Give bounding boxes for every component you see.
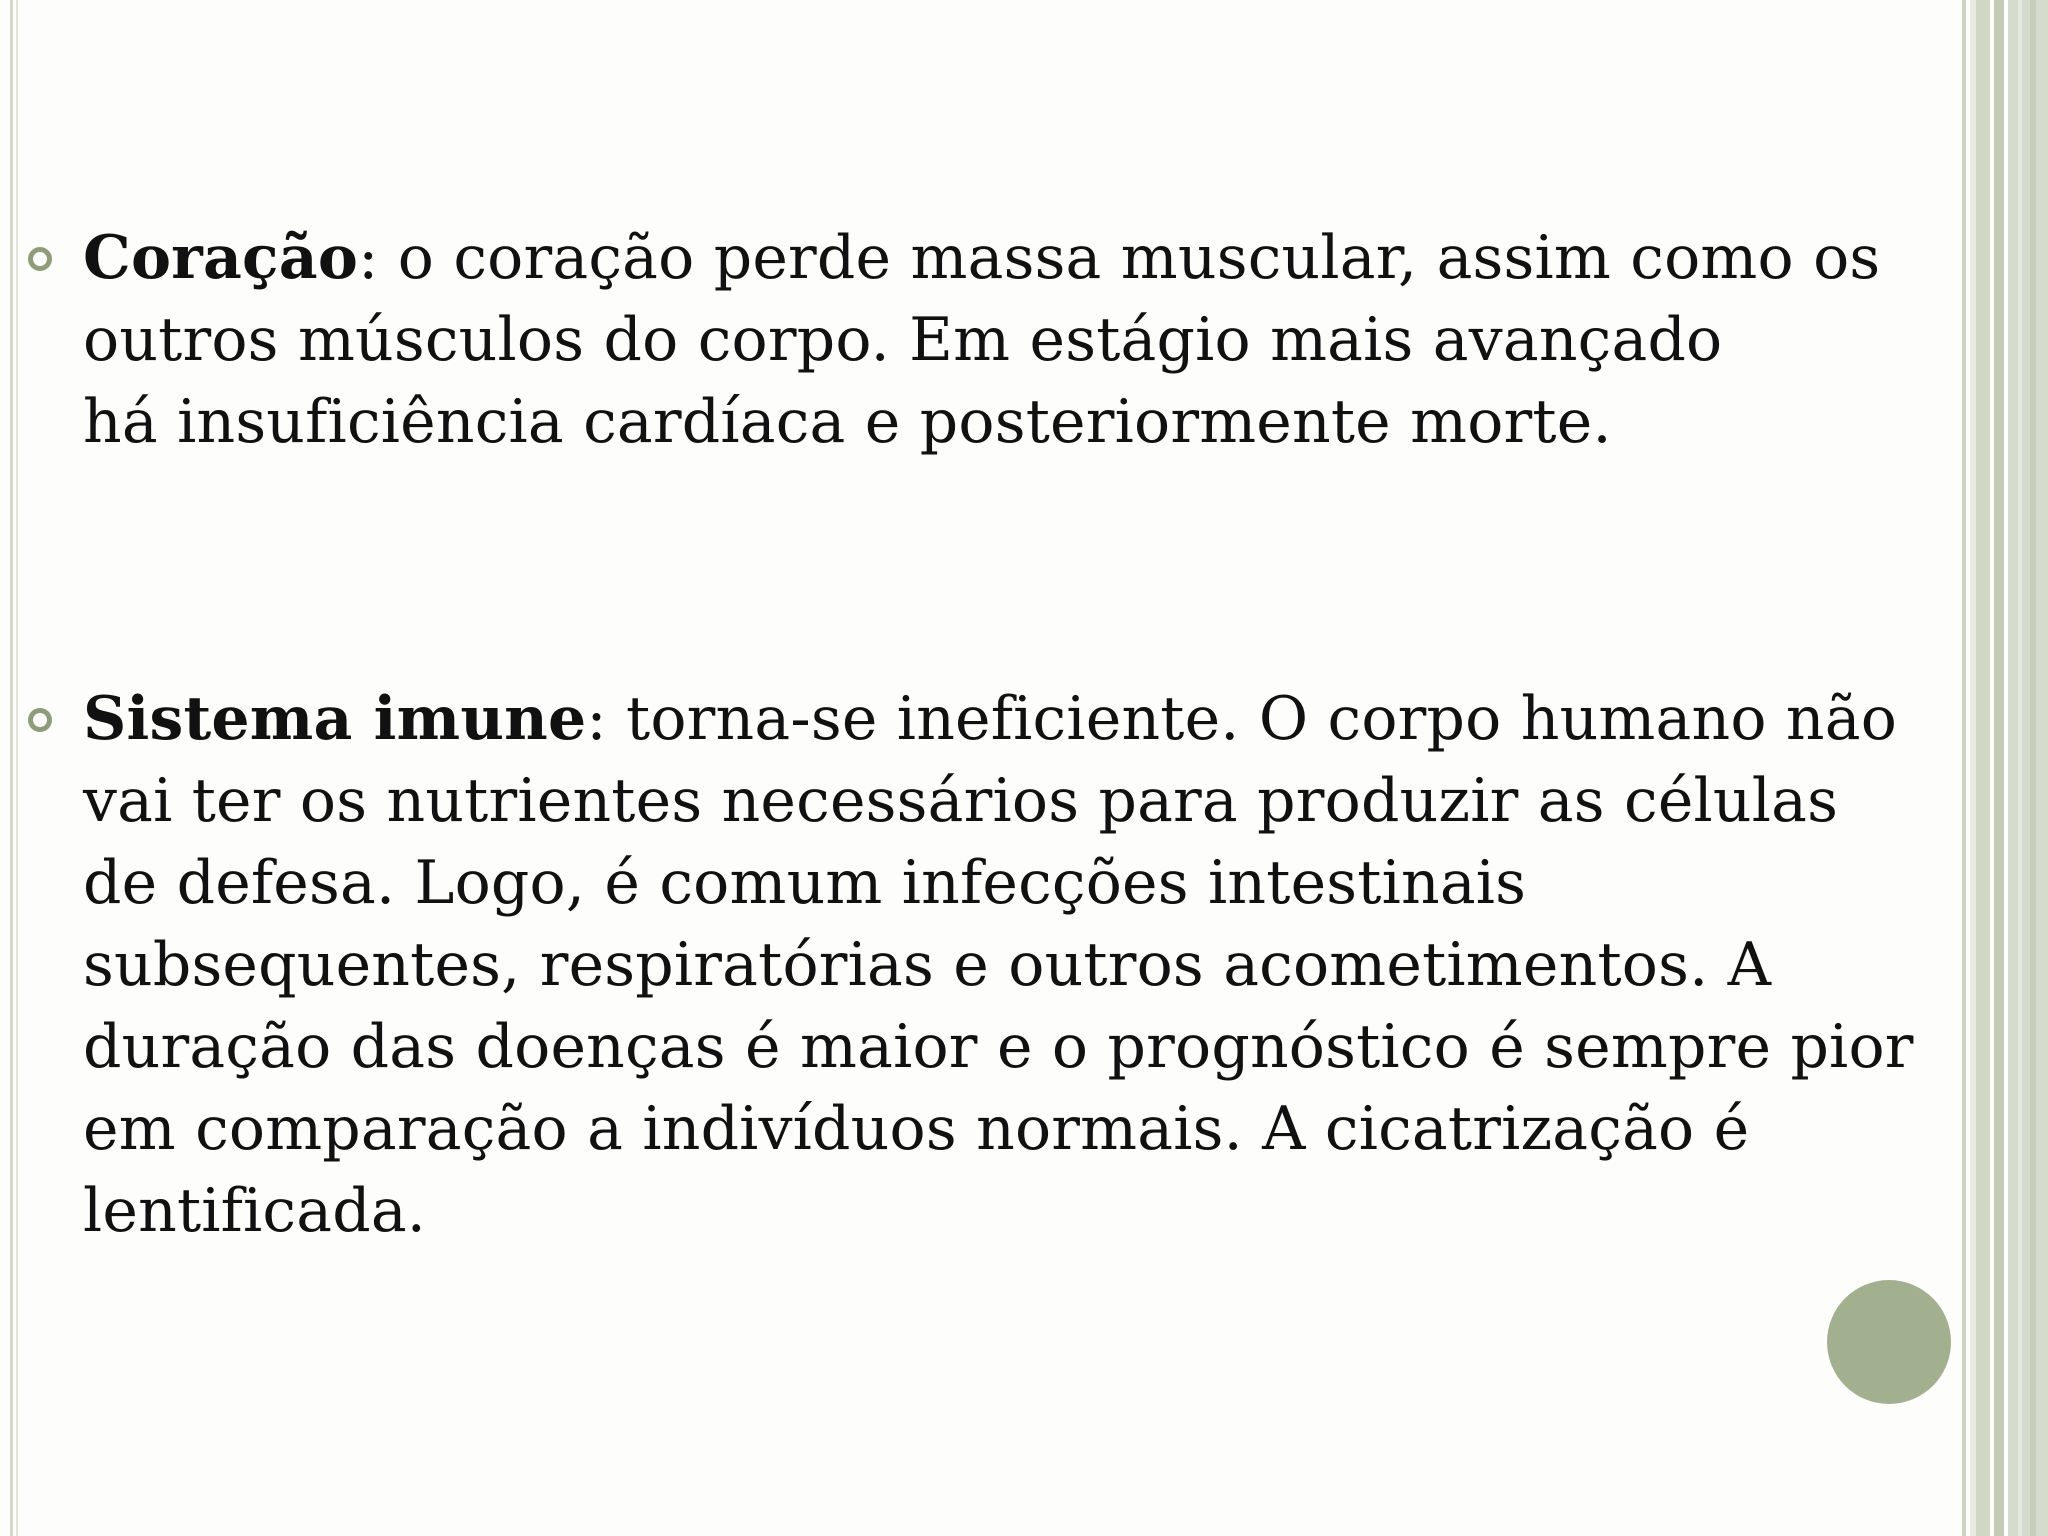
bullet-ring-icon: [28, 708, 52, 732]
bullet-term: Sistema imune: [83, 684, 587, 754]
bullet-line-text: : o coração perde massa muscular, assim como os: [358, 223, 1881, 293]
bullet-text: [83, 217, 1953, 463]
bullet-line-text: : torna-se ineficiente. O corpo humano não: [586, 684, 1898, 754]
right-border-line: [1962, 0, 1966, 1536]
left-border-line: [10, 0, 13, 1536]
bullet-ring-icon: [28, 247, 52, 271]
decorative-circle: [1827, 1280, 1951, 1404]
right-border-band-3: [2008, 0, 2048, 1536]
bullet-line: em comparação a indivíduos normais. A cicatrização é: [83, 1094, 1750, 1164]
bullet-line: duração das doenças é maior e o prognóstico é sempre pior: [83, 1012, 1914, 1082]
right-border-band-2: [1994, 0, 2004, 1536]
left-border-line-inner: [16, 0, 18, 1536]
bullet-line: outros músculos do corpo. Em estágio mais avançado: [83, 305, 1723, 375]
bullet-line: [83, 678, 1953, 760]
bullet-text: [83, 678, 1953, 1252]
bullet-line: lentificada.: [83, 1176, 427, 1246]
bullet-line: de defesa. Logo, é comum infecções intestinais: [83, 848, 1527, 918]
right-border-band: [1976, 0, 1990, 1536]
bullet-line: subsequentes, respiratórias e outros acometimentos. A: [83, 930, 1772, 1000]
bullet-term: Coração: [83, 223, 359, 293]
bullet-line: [83, 217, 1953, 299]
bullet-line: há insuficiência cardíaca e posteriormente morte.: [83, 387, 1612, 457]
bullet-line: vai ter os nutrientes necessários para produzir as células: [83, 766, 1839, 836]
